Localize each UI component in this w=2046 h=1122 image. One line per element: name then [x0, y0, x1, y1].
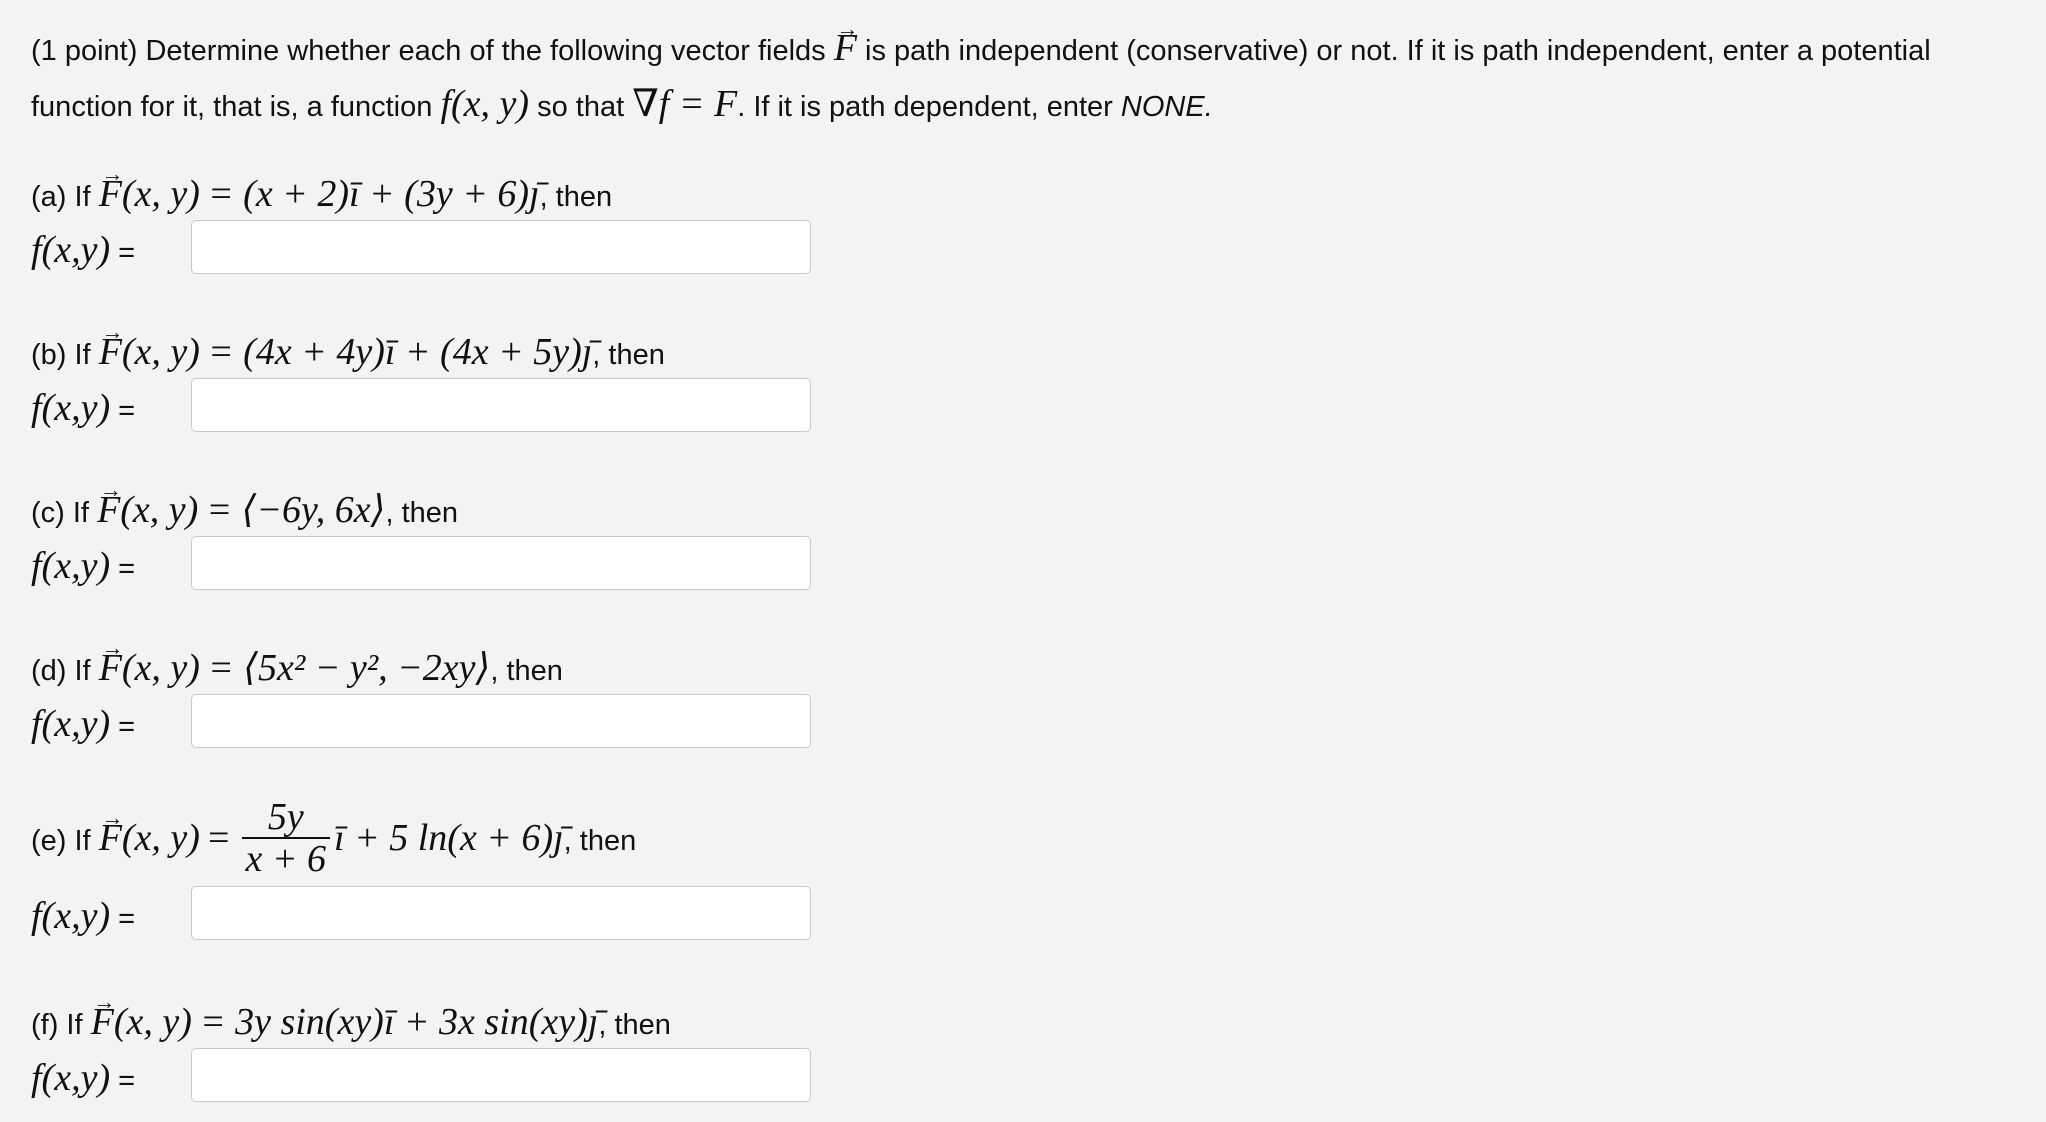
part-label: (e) If	[31, 825, 91, 857]
equals-sign: =	[208, 817, 230, 859]
intro-lead: (1 point) Determine whether each of the following vector fields	[31, 35, 826, 67]
intro-middle: is path independent (conservative) or not. If it is path independent, enter a potential function for it, that is, a function	[31, 35, 1931, 123]
intro-tail: . If it is path dependent, enter	[737, 91, 1113, 123]
vector-field-symbol: → F	[834, 22, 857, 75]
then-text: , then	[563, 825, 637, 857]
answer-label: f(x,y) =	[31, 895, 136, 937]
answer-label: f(x,y) =	[31, 1057, 136, 1099]
part-e	[31, 790, 1031, 948]
part-label: (b) If	[31, 339, 91, 371]
part-a-answer-input[interactable]	[191, 220, 811, 274]
then-text: , then	[598, 1009, 671, 1041]
part-f-question	[31, 996, 1031, 1048]
field-rhs: = ⟨−6y, 6x⟩	[206, 489, 386, 531]
answer-label: f(x,y) =	[31, 229, 136, 271]
part-c-answer-row	[31, 536, 1031, 598]
intro-so-that: so that	[537, 91, 625, 123]
field-lhs: → F(x, y)	[99, 647, 200, 689]
part-d-question	[31, 642, 1031, 694]
part-label: (f) If	[31, 1009, 83, 1041]
part-d	[31, 642, 1031, 756]
part-c-answer-input[interactable]	[191, 536, 811, 590]
none-keyword: NONE.	[1120, 91, 1213, 123]
then-text: , then	[592, 339, 665, 371]
field-rhs: = 3y sin(xy)ī + 3x sin(xy)ȷ̄	[199, 1001, 599, 1043]
fraction-numerator: 5y	[267, 796, 304, 839]
part-b	[31, 326, 1031, 440]
field-lhs: → F(x, y)	[99, 331, 200, 373]
part-e-answer-row	[31, 886, 1031, 948]
part-f-answer-row	[31, 1048, 1031, 1110]
problem-statement	[31, 22, 2021, 134]
fraction-denominator: x + 6	[242, 837, 331, 879]
part-c	[31, 484, 1031, 598]
field-lhs: → F(x, y)	[99, 173, 200, 215]
then-text: , then	[385, 497, 459, 529]
part-b-answer-input[interactable]	[191, 378, 811, 432]
part-f-answer-input[interactable]	[191, 1048, 811, 1102]
field-lhs: → F(x, y)	[97, 489, 198, 531]
part-e-question	[31, 790, 1031, 886]
gradient-equation: ∇f = F	[632, 83, 738, 125]
field-lhs: → F(x, y)	[91, 1001, 192, 1043]
part-a	[31, 168, 1031, 282]
answer-label: f(x,y) =	[31, 703, 136, 745]
part-label: (d) If	[31, 655, 91, 687]
potential-function-symbol: f(x, y)	[440, 83, 530, 125]
field-lhs: → F(x, y)	[99, 817, 200, 859]
part-a-question	[31, 168, 1031, 220]
part-f	[31, 996, 1031, 1110]
field-rhs: ī + 5 ln(x + 6)ȷ̄	[334, 817, 564, 859]
field-rhs: = (x + 2)ī + (3y + 6)ȷ̄	[208, 173, 540, 215]
field-rhs: = (4x + 4y)ī + (4x + 5y)ȷ̄	[208, 331, 593, 373]
field-rhs: = ⟨5x² − y², −2xy⟩	[208, 647, 491, 689]
part-label: (c) If	[31, 497, 89, 529]
part-e-answer-input[interactable]	[191, 886, 811, 940]
then-text: , then	[539, 181, 613, 213]
answer-label: f(x,y) =	[31, 545, 136, 587]
part-b-question	[31, 326, 1031, 378]
then-text: , then	[490, 655, 563, 687]
answer-label: f(x,y) =	[31, 387, 136, 429]
part-label: (a) If	[31, 181, 91, 213]
fraction	[242, 797, 331, 879]
part-d-answer-row	[31, 694, 1031, 756]
part-d-answer-input[interactable]	[191, 694, 811, 748]
part-c-question	[31, 484, 1031, 536]
part-a-answer-row	[31, 220, 1031, 282]
part-b-answer-row	[31, 378, 1031, 440]
